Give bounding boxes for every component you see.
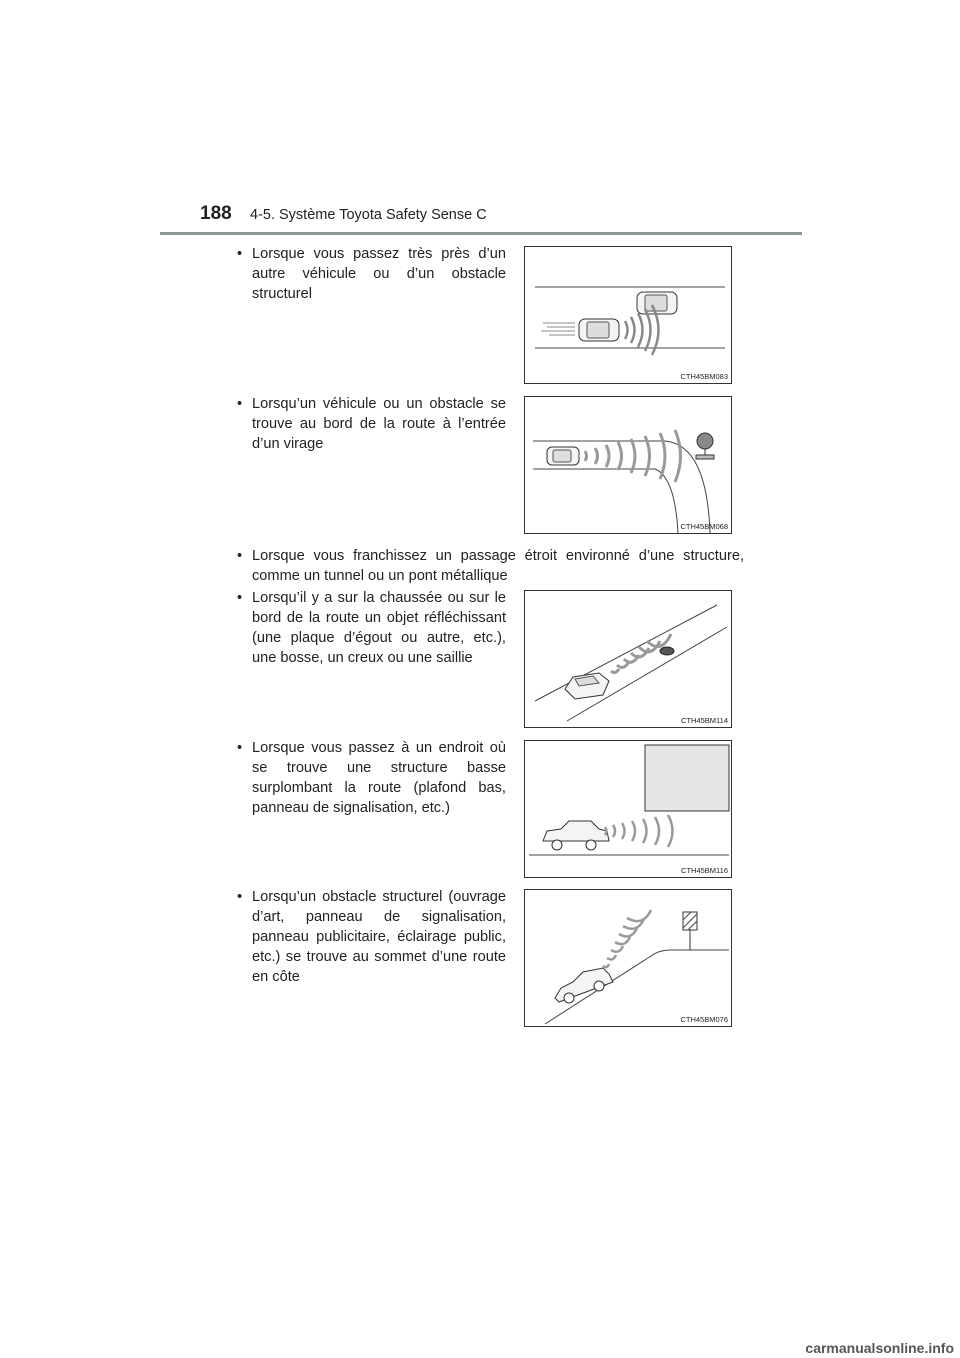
bullet-low-structure bbox=[238, 738, 506, 818]
figure-code: CTH45BM116 bbox=[681, 866, 728, 875]
bullet-marker: • bbox=[237, 246, 243, 262]
bullet-hill-crest bbox=[238, 887, 506, 987]
passing-close-illustration bbox=[525, 247, 731, 383]
figure-curve-entry bbox=[524, 396, 732, 534]
bullet-passing-close bbox=[238, 244, 506, 304]
watermark: carmanualsonline.info bbox=[805, 1340, 954, 1356]
hill-crest-illustration bbox=[525, 890, 731, 1026]
figure-low-structure bbox=[524, 740, 732, 878]
low-structure-illustration bbox=[525, 741, 731, 877]
page-number: 188 bbox=[200, 203, 232, 224]
figure-hill-crest bbox=[524, 889, 732, 1027]
reflective-object-illustration bbox=[525, 591, 731, 727]
bullet-narrow-passage bbox=[238, 546, 744, 586]
bullet-text: Lorsque vous passez très près d’un autre véhicule ou d’un obstacle structurel bbox=[252, 246, 506, 302]
figure-code: CTH45BM068 bbox=[680, 522, 728, 531]
figure-reflective-object bbox=[524, 590, 732, 728]
bullet-reflective-object bbox=[238, 588, 506, 668]
bullet-marker: • bbox=[237, 740, 243, 756]
curve-entry-illustration bbox=[525, 397, 731, 533]
bullet-marker: • bbox=[237, 590, 243, 606]
bullet-marker: • bbox=[237, 396, 243, 412]
bullet-text: Lorsqu’un véhicule ou un obstacle se trouve au bord de la route à l’entrée d’un virage bbox=[252, 396, 506, 452]
bullet-text: Lorsque vous passez à un endroit où se trouve une structure basse surplombant la route (plafond bas, panneau de signalisation, etc.) bbox=[252, 740, 506, 816]
figure-code: CTH45BM114 bbox=[681, 716, 728, 725]
header-rule bbox=[160, 232, 802, 235]
bullet-text: Lorsqu’il y a sur la chaussée ou sur le bord de la route un objet réfléchissant (une plaque d’égout ou autre, etc.), une bosse, un creux ou une saillie bbox=[252, 590, 506, 666]
bullet-marker: • bbox=[237, 889, 243, 905]
figure-code: CTH45BM076 bbox=[680, 1015, 728, 1024]
bullet-marker: • bbox=[237, 548, 243, 564]
figure-code: CTH45BM083 bbox=[680, 372, 728, 381]
bullet-text: Lorsqu’un obstacle structurel (ouvrage d’art, panneau de signalisation, panneau publicitaire, éclairage public, etc.) se trouve au sommet d’une route en côte bbox=[252, 889, 506, 985]
section-title: 4-5. Système Toyota Safety Sense C bbox=[250, 207, 487, 223]
bullet-text: Lorsque vous franchissez un passage étroit environné d’une structure, comme un tunnel ou un pont métallique bbox=[252, 548, 744, 584]
bullet-curve-entry bbox=[238, 394, 506, 454]
figure-passing-close bbox=[524, 246, 732, 384]
